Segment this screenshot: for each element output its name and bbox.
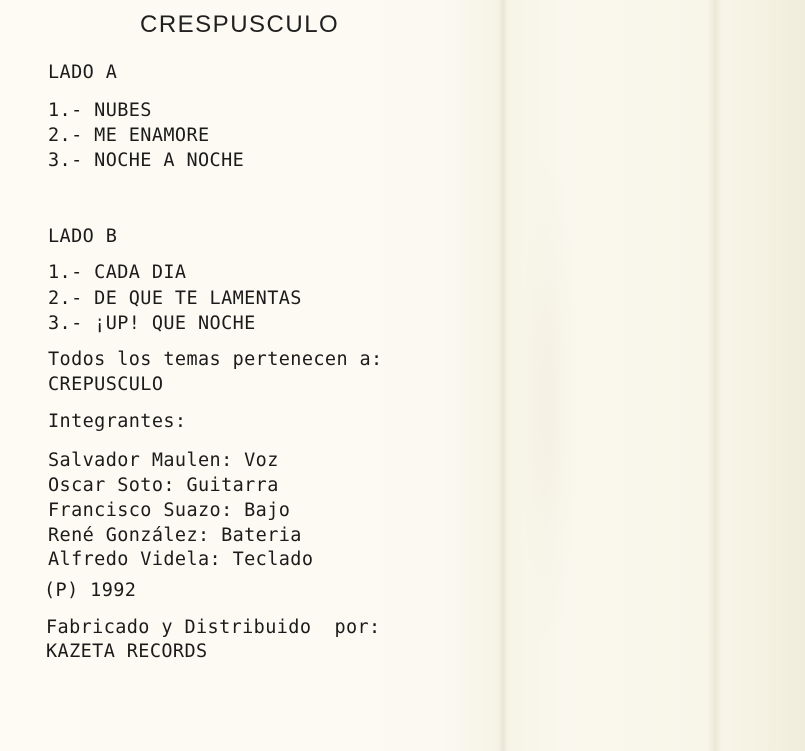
- fold-crease-right: [708, 0, 722, 751]
- distribution-line-2: KAZETA RECORDS: [46, 641, 208, 662]
- member-1: Salvador Maulen: Voz: [48, 450, 279, 471]
- fold-crease-left: [498, 0, 508, 751]
- side-b-track-3: 3.- ¡UP! QUE NOCHE: [48, 313, 256, 334]
- publishing-year: (P) 1992: [44, 580, 137, 601]
- side-a-track-2: 2.- ME ENAMORE: [48, 125, 210, 146]
- side-b-label: LADO B: [48, 226, 118, 247]
- side-b-track-1: 1.- CADA DIA: [48, 262, 187, 283]
- distribution-line-1: Fabricado y Distribuido por:: [46, 617, 381, 638]
- side-b-track-2: 2.- DE QUE TE LAMENTAS: [48, 288, 302, 309]
- side-a-track-3: 3.- NOCHE A NOCHE: [48, 150, 245, 171]
- member-4: René González: Bateria: [48, 525, 302, 546]
- songs-credit-line-2: CREPUSCULO: [48, 374, 164, 395]
- songs-credit-line-1: Todos los temas pertenecen a:: [48, 349, 383, 370]
- paper-stain: [520, 140, 580, 660]
- member-2: Oscar Soto: Guitarra: [48, 475, 279, 496]
- member-3: Francisco Suazo: Bajo: [48, 500, 291, 521]
- side-a-track-1: 1.- NUBES: [48, 100, 152, 121]
- member-5: Alfredo Videla: Teclado: [48, 549, 314, 570]
- side-a-label: LADO A: [48, 62, 118, 83]
- members-heading: Integrantes:: [48, 411, 187, 432]
- album-title: CRESPUSCULO: [140, 11, 340, 38]
